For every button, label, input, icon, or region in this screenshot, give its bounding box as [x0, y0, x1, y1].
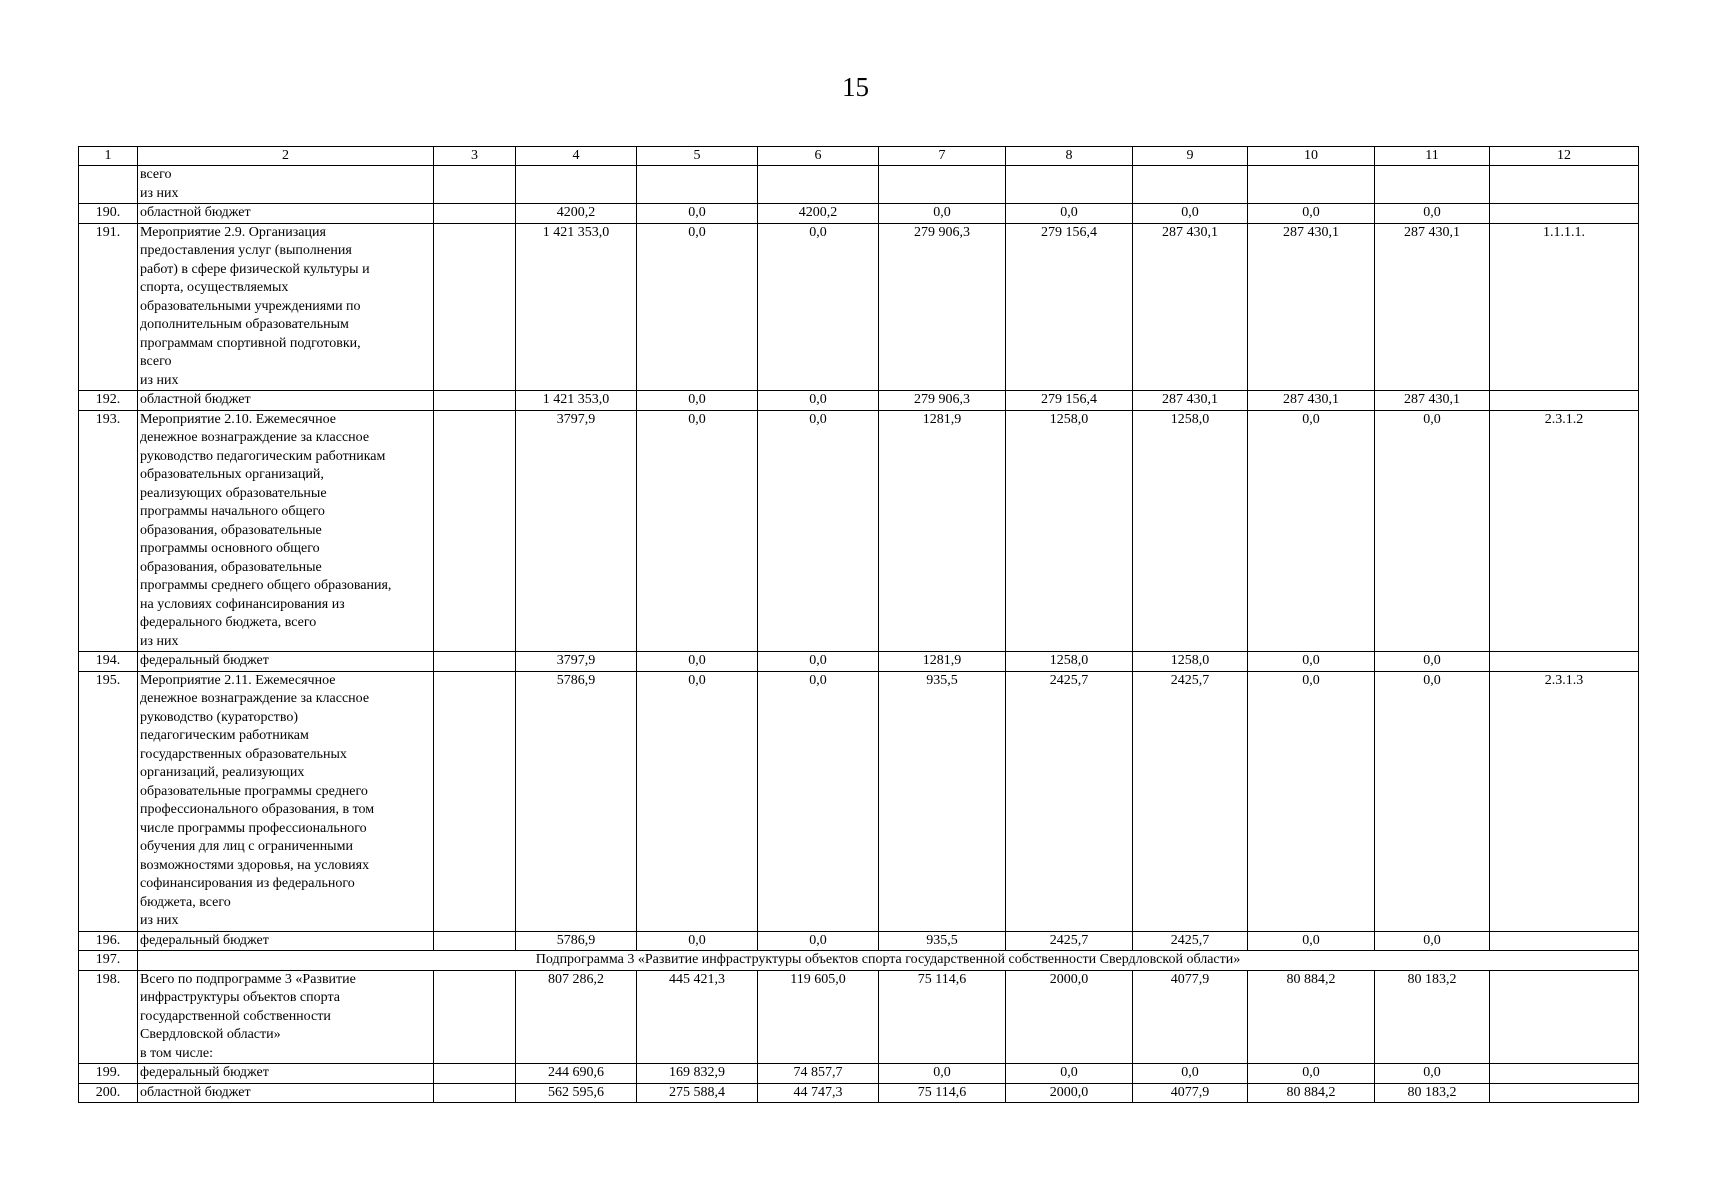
cell-col-9: 4077,9 [1133, 970, 1248, 1064]
cell-col-5: 169 832,9 [637, 1064, 758, 1084]
cell-col-10: 0,0 [1248, 1064, 1375, 1084]
column-header: 2 [138, 147, 434, 166]
row-name: областной бюджет [138, 204, 434, 224]
row-name: Мероприятие 2.10. Ежемесячное денежное вознаграждение за классное руководство педагогическим работникам образовательных организаций, реализующих образовательные программы начального общего образования, образовательные программы основного общего образования, образовательные программы среднего общего образования, на условиях софинансирования из федерального бюджета, всего из них [138, 410, 434, 652]
cell-col-4: 244 690,6 [516, 1064, 637, 1084]
cell-col-10: 80 884,2 [1248, 1083, 1375, 1103]
row-number: 194. [79, 652, 138, 672]
cell-col-12 [1490, 931, 1639, 951]
column-header: 3 [434, 147, 516, 166]
table-row [79, 410, 1639, 652]
cell-col-6: 119 605,0 [758, 970, 879, 1064]
cell-col-5: 0,0 [637, 391, 758, 411]
cell-col-5: 445 421,3 [637, 970, 758, 1064]
row-number [79, 166, 138, 204]
cell-col-8: 2000,0 [1006, 970, 1133, 1064]
column-header: 4 [516, 147, 637, 166]
cell-col-11: 0,0 [1375, 671, 1490, 931]
cell-col-10: 287 430,1 [1248, 223, 1375, 391]
cell-col-12 [1490, 1064, 1639, 1084]
cell-col-7: 279 906,3 [879, 223, 1006, 391]
cell-col-12 [1490, 1083, 1639, 1103]
cell-col-3 [434, 410, 516, 652]
cell-col-11: 0,0 [1375, 410, 1490, 652]
cell-col-8: 1258,0 [1006, 652, 1133, 672]
cell-col-10 [1248, 166, 1375, 204]
cell-col-11: 80 183,2 [1375, 1083, 1490, 1103]
cell-col-4: 1 421 353,0 [516, 391, 637, 411]
cell-col-12 [1490, 204, 1639, 224]
table-row [79, 652, 1639, 672]
cell-col-9: 0,0 [1133, 204, 1248, 224]
cell-col-10: 80 884,2 [1248, 970, 1375, 1064]
cell-col-11: 0,0 [1375, 204, 1490, 224]
cell-col-12 [1490, 652, 1639, 672]
row-number: 190. [79, 204, 138, 224]
subprogram-row [79, 951, 1639, 971]
table-row [79, 166, 1639, 204]
row-name: всего из них [138, 166, 434, 204]
cell-col-4 [516, 166, 637, 204]
cell-col-11: 0,0 [1375, 931, 1490, 951]
cell-col-7: 75 114,6 [879, 970, 1006, 1064]
page-number: 15 [842, 72, 869, 102]
cell-col-8: 1258,0 [1006, 410, 1133, 652]
cell-col-9: 287 430,1 [1133, 223, 1248, 391]
cell-col-11: 287 430,1 [1375, 223, 1490, 391]
column-header: 12 [1490, 147, 1639, 166]
cell-col-5 [637, 166, 758, 204]
row-name: Мероприятие 2.9. Организация предоставления услуг (выполнения работ) в сфере физической культуры и спорта, осуществляемых образовательными учреждениями по дополнительным образовательным программам спортивной подготовки, всего из них [138, 223, 434, 391]
cell-col-9: 2425,7 [1133, 931, 1248, 951]
cell-col-6: 0,0 [758, 223, 879, 391]
row-number: 195. [79, 671, 138, 931]
cell-col-5: 0,0 [637, 223, 758, 391]
cell-col-12 [1490, 970, 1639, 1064]
cell-col-9: 1258,0 [1133, 410, 1248, 652]
table-row [79, 391, 1639, 411]
cell-col-10: 0,0 [1248, 652, 1375, 672]
cell-col-6: 0,0 [758, 671, 879, 931]
row-number: 197. [79, 951, 138, 971]
cell-col-6: 44 747,3 [758, 1083, 879, 1103]
column-header: 10 [1248, 147, 1375, 166]
table-row [79, 1083, 1639, 1103]
table-row [79, 931, 1639, 951]
cell-col-4: 1 421 353,0 [516, 223, 637, 391]
cell-col-5: 0,0 [637, 931, 758, 951]
table-row [79, 671, 1639, 931]
cell-col-6 [758, 166, 879, 204]
row-name: федеральный бюджет [138, 652, 434, 672]
cell-col-7 [879, 166, 1006, 204]
cell-col-7: 279 906,3 [879, 391, 1006, 411]
cell-col-8: 2425,7 [1006, 671, 1133, 931]
cell-col-9 [1133, 166, 1248, 204]
column-header: 5 [637, 147, 758, 166]
cell-col-12: 1.1.1.1. [1490, 223, 1639, 391]
row-number: 198. [79, 970, 138, 1064]
cell-col-3 [434, 970, 516, 1064]
row-name: областной бюджет [138, 391, 434, 411]
column-header: 11 [1375, 147, 1490, 166]
cell-col-3 [434, 1083, 516, 1103]
cell-col-7: 1281,9 [879, 410, 1006, 652]
cell-col-3 [434, 223, 516, 391]
cell-col-5: 0,0 [637, 204, 758, 224]
cell-col-10: 287 430,1 [1248, 391, 1375, 411]
cell-col-12 [1490, 391, 1639, 411]
cell-col-5: 0,0 [637, 671, 758, 931]
cell-col-4: 807 286,2 [516, 970, 637, 1064]
row-name: Мероприятие 2.11. Ежемесячное денежное вознаграждение за классное руководство (кураторство) педагогическим работникам государственных образовательных организаций, реализующих образовательные программы среднего профессионального образования, в том числе программы профессионального обучения для лиц с ограниченными возможностями здоровья, на условиях софинансирования из федерального бюджета, всего из них [138, 671, 434, 931]
cell-col-11 [1375, 166, 1490, 204]
cell-col-3 [434, 166, 516, 204]
cell-col-9: 1258,0 [1133, 652, 1248, 672]
cell-col-3 [434, 204, 516, 224]
cell-col-6: 0,0 [758, 931, 879, 951]
cell-col-7: 1281,9 [879, 652, 1006, 672]
cell-col-11: 287 430,1 [1375, 391, 1490, 411]
row-number: 191. [79, 223, 138, 391]
table-row [79, 1064, 1639, 1084]
cell-col-8: 279 156,4 [1006, 391, 1133, 411]
table-row [79, 223, 1639, 391]
cell-col-6: 74 857,7 [758, 1064, 879, 1084]
cell-col-3 [434, 931, 516, 951]
cell-col-12: 2.3.1.3 [1490, 671, 1639, 931]
table-row [79, 204, 1639, 224]
column-header: 9 [1133, 147, 1248, 166]
cell-col-4: 562 595,6 [516, 1083, 637, 1103]
cell-col-11: 0,0 [1375, 652, 1490, 672]
cell-col-3 [434, 1064, 516, 1084]
cell-col-8 [1006, 166, 1133, 204]
cell-col-11: 0,0 [1375, 1064, 1490, 1084]
row-name: Всего по подпрограмме 3 «Развитие инфраструктуры объектов спорта государственной собственности Свердловской области» в том числе: [138, 970, 434, 1064]
row-name: федеральный бюджет [138, 931, 434, 951]
row-number: 200. [79, 1083, 138, 1103]
cell-col-7: 935,5 [879, 671, 1006, 931]
cell-col-12: 2.3.1.2 [1490, 410, 1639, 652]
cell-col-4: 3797,9 [516, 652, 637, 672]
row-number: 193. [79, 410, 138, 652]
cell-col-4: 4200,2 [516, 204, 637, 224]
cell-col-5: 0,0 [637, 410, 758, 652]
cell-col-9: 0,0 [1133, 1064, 1248, 1084]
column-header: 6 [758, 147, 879, 166]
row-name: федеральный бюджет [138, 1064, 434, 1084]
cell-col-8: 279 156,4 [1006, 223, 1133, 391]
cell-col-3 [434, 652, 516, 672]
cell-col-8: 0,0 [1006, 1064, 1133, 1084]
cell-col-8: 2000,0 [1006, 1083, 1133, 1103]
cell-col-5: 275 588,4 [637, 1083, 758, 1103]
cell-col-9: 2425,7 [1133, 671, 1248, 931]
cell-col-8: 0,0 [1006, 204, 1133, 224]
cell-col-7: 0,0 [879, 204, 1006, 224]
cell-col-10: 0,0 [1248, 671, 1375, 931]
column-header: 1 [79, 147, 138, 166]
cell-col-7: 935,5 [879, 931, 1006, 951]
column-number-header-row [79, 147, 1639, 166]
cell-col-9: 287 430,1 [1133, 391, 1248, 411]
cell-col-6: 0,0 [758, 410, 879, 652]
cell-col-6: 4200,2 [758, 204, 879, 224]
cell-col-3 [434, 391, 516, 411]
table-body [79, 166, 1639, 1103]
cell-col-12 [1490, 166, 1639, 204]
row-name: областной бюджет [138, 1083, 434, 1103]
cell-col-4: 3797,9 [516, 410, 637, 652]
subprogram-title: Подпрограмма 3 «Развитие инфраструктуры объектов спорта государственной собственности Свердловской области» [138, 951, 1639, 971]
cell-col-8: 2425,7 [1006, 931, 1133, 951]
cell-col-4: 5786,9 [516, 931, 637, 951]
cell-col-5: 0,0 [637, 652, 758, 672]
cell-col-9: 4077,9 [1133, 1083, 1248, 1103]
column-header: 8 [1006, 147, 1133, 166]
cell-col-6: 0,0 [758, 391, 879, 411]
column-header: 7 [879, 147, 1006, 166]
cell-col-6: 0,0 [758, 652, 879, 672]
cell-col-10: 0,0 [1248, 204, 1375, 224]
table-row [79, 970, 1639, 1064]
cell-col-4: 5786,9 [516, 671, 637, 931]
cell-col-7: 0,0 [879, 1064, 1006, 1084]
cell-col-3 [434, 671, 516, 931]
cell-col-11: 80 183,2 [1375, 970, 1490, 1064]
budget-table [78, 146, 1639, 1103]
cell-col-10: 0,0 [1248, 931, 1375, 951]
row-number: 192. [79, 391, 138, 411]
row-number: 196. [79, 931, 138, 951]
cell-col-7: 75 114,6 [879, 1083, 1006, 1103]
row-number: 199. [79, 1064, 138, 1084]
cell-col-10: 0,0 [1248, 410, 1375, 652]
